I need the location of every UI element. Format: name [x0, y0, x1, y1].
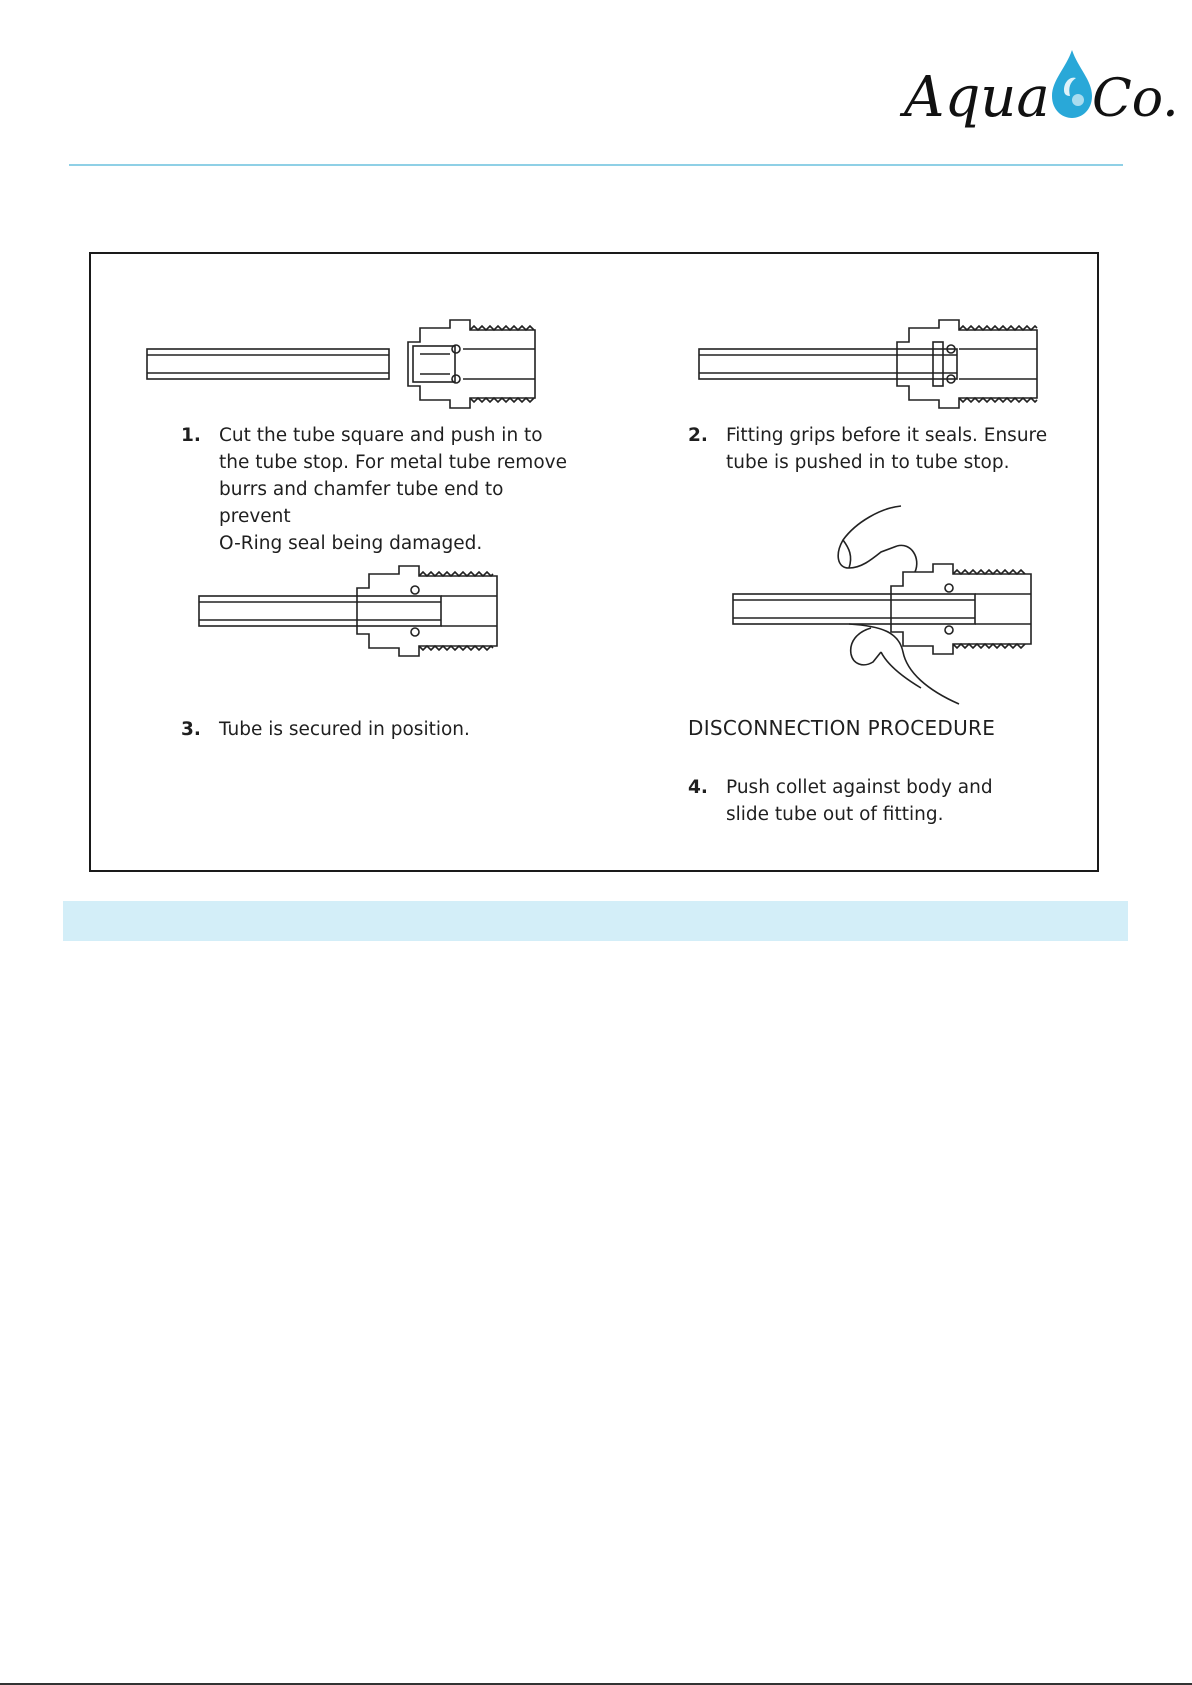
- step-1-text: Cut the tube square and push in to the tube stop. For metal tube remove burrs and chamfer tube end to prevent O-Ring seal being damaged.: [219, 425, 567, 554]
- step-3-text: Tube is secured in position.: [219, 719, 470, 740]
- step-2-number: 2.: [688, 425, 708, 446]
- illustration-step-4: [731, 502, 1071, 712]
- instructions-panel: [89, 252, 1099, 872]
- step-2-text: Fitting grips before it seals. Ensure tube is pushed in to tube stop.: [726, 425, 1048, 473]
- step-3-number: 3.: [181, 719, 201, 740]
- aquaco-logo: [900, 44, 1179, 136]
- section-band: [63, 901, 1128, 941]
- disconnection-heading: DISCONNECTION PROCEDURE: [688, 716, 996, 740]
- header-divider: [69, 164, 1123, 166]
- step-1-number: 1.: [181, 425, 201, 446]
- step-4-text: Push collet against body and slide tube out of fitting.: [726, 777, 993, 825]
- illustration-step-3: [197, 562, 507, 662]
- logo-text-aqua: Aqua: [904, 65, 1050, 130]
- logo-text-co: Co.: [1092, 69, 1179, 129]
- step-4-number: 4.: [688, 777, 708, 798]
- illustration-step-1: [145, 316, 545, 416]
- water-drop-icon: [1052, 50, 1092, 118]
- illustration-step-2: [697, 316, 1057, 416]
